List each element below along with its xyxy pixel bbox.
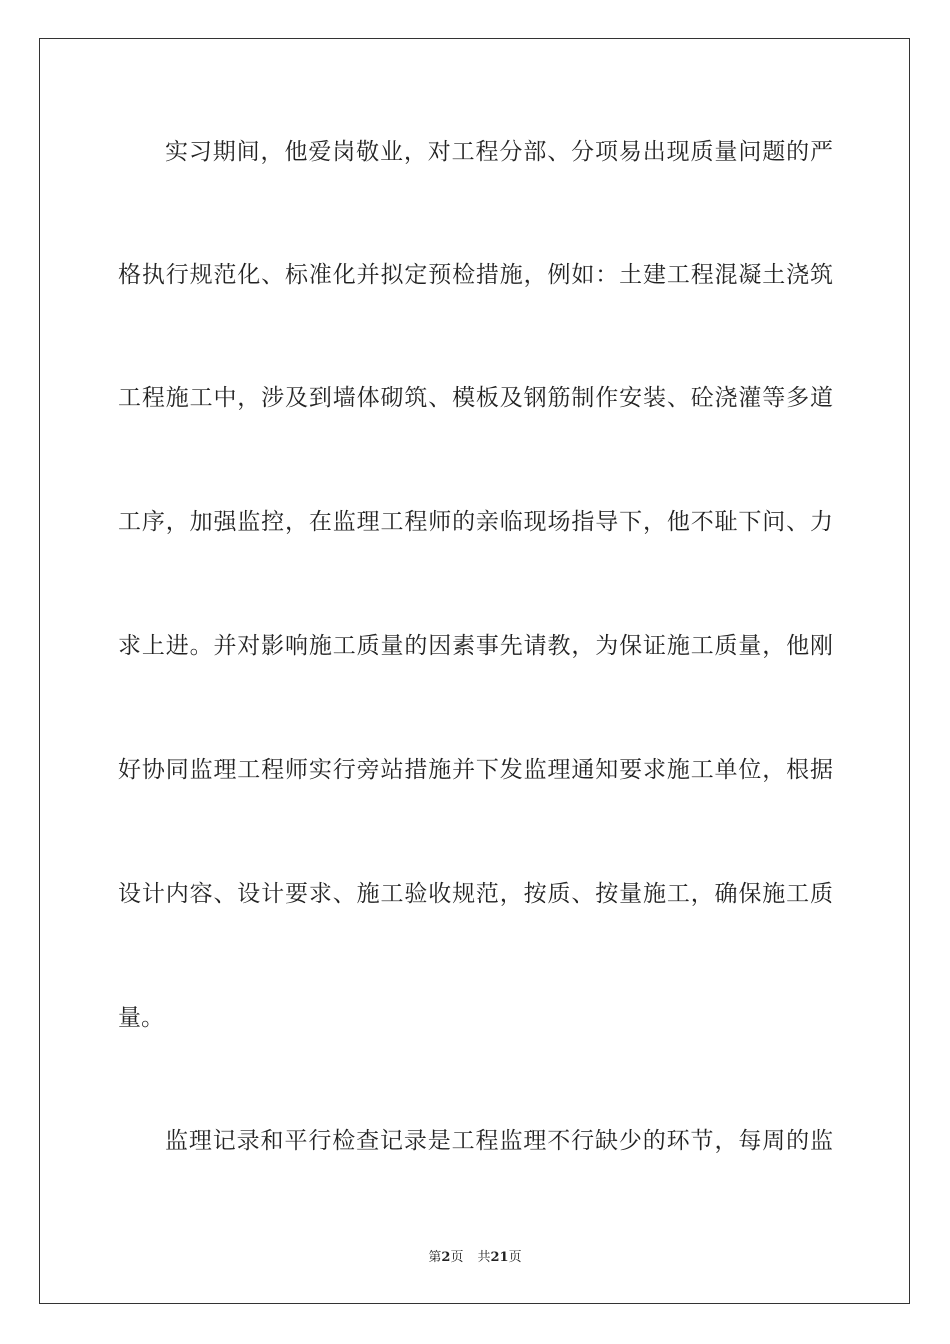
paragraph-1-line-2: 格执行规范化、标准化并拟定预检措施，例如：土建工程混凝土浇筑 (118, 262, 833, 288)
total-suffix: 页 (508, 1250, 522, 1265)
page-prefix: 第 (428, 1250, 442, 1265)
page-number: 2 (441, 1250, 451, 1265)
total-pages: 21 (490, 1250, 509, 1265)
paragraph-1-line-6: 好协同监理工程师实行旁站措施并下发监理通知要求施工单位，根据 (118, 757, 833, 783)
paragraph-1-line-1: 实习期间，他爱岗敬业，对工程分部、分项易出现质量问题的严 (165, 139, 833, 165)
page-border (39, 38, 910, 1304)
paragraph-1-line-5: 求上进。并对影响施工质量的因素事先请教，为保证施工质量，他刚 (118, 633, 833, 659)
paragraph-1-line-4: 工序，加强监控，在监理工程师的亲临现场指导下，他不耻下问、力 (118, 509, 833, 535)
total-prefix: 共 (477, 1250, 491, 1265)
paragraph-1-line-7: 设计内容、设计要求、施工验收规范，按质、按量施工，确保施工质 (118, 881, 833, 907)
paragraph-1-line-8: 量。 (118, 1005, 164, 1031)
page-suffix: 页 (450, 1250, 464, 1265)
page-footer (0, 1246, 950, 1265)
paragraph-1-line-3: 工程施工中，涉及到墙体砌筑、模板及钢筋制作安装、砼浇灌等多道 (118, 385, 833, 411)
paragraph-2-line-1: 监理记录和平行检查记录是工程监理不行缺少的环节，每周的监 (165, 1128, 833, 1154)
